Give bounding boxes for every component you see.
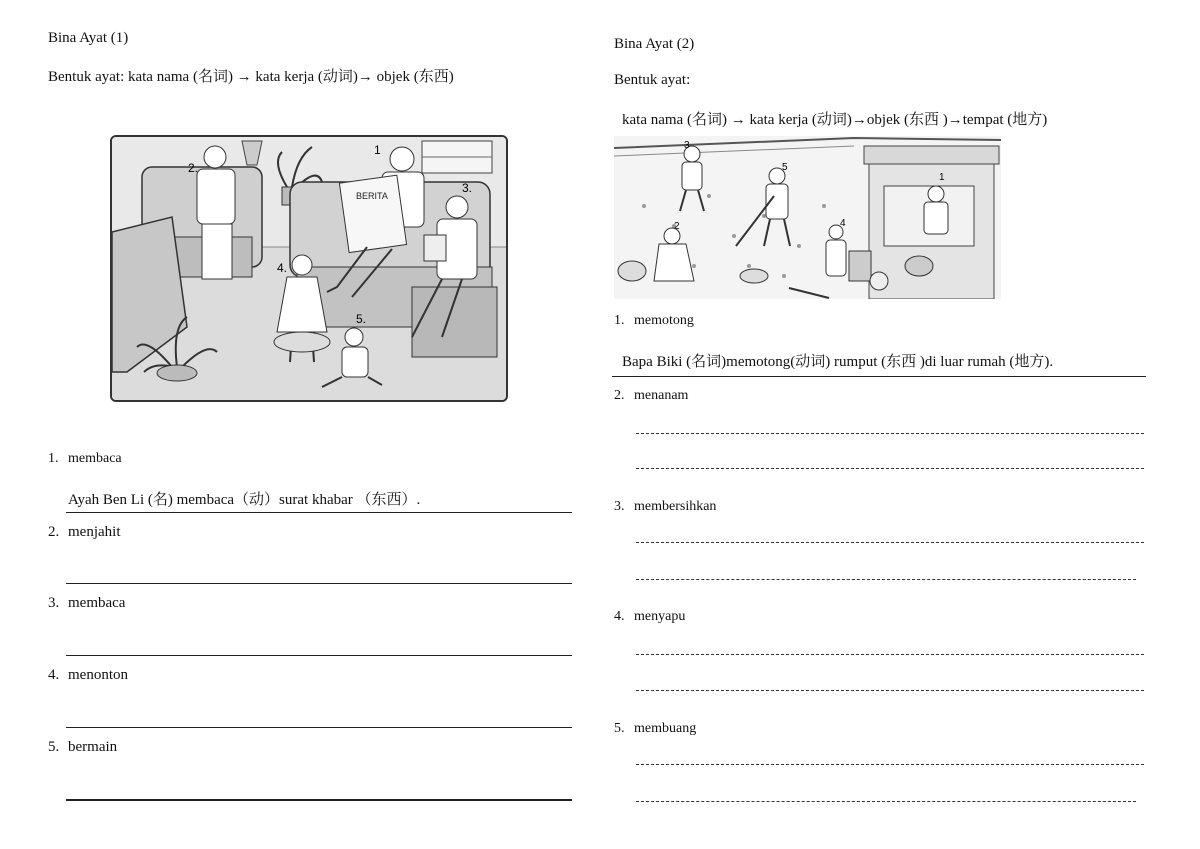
answer-line[interactable] <box>66 727 572 728</box>
question-1-number: 1. <box>48 451 59 466</box>
answer-line[interactable] <box>636 764 1144 765</box>
answer-line[interactable] <box>636 468 1144 469</box>
living-room-drawing <box>112 137 506 400</box>
r-question-2-number: 2. <box>614 388 625 403</box>
question-3-word: membaca <box>68 595 126 611</box>
r-question-1-example: Bapa Biki (名词)memotong(动词) rumput (东西 )di luar rumah (地方). <box>622 354 1054 370</box>
garden-illustration <box>614 136 1001 299</box>
garden-marker-4: 4 <box>840 218 846 229</box>
garden-marker-1: 1 <box>939 172 945 183</box>
r-question-5-number: 5. <box>614 721 625 736</box>
r-question-1-word: memotong <box>634 313 694 328</box>
left-sentence-pattern: Bentuk ayat: kata nama (名词) → kata kerja (动词)→ objek (东西) <box>48 69 454 85</box>
right-pattern-label: Bentuk ayat: <box>614 72 691 88</box>
picture-marker-5: 5. <box>356 312 367 326</box>
question-3-number: 3. <box>48 595 60 611</box>
answer-line[interactable] <box>636 690 1144 691</box>
r-question-5-word: membuang <box>634 721 697 736</box>
question-4-number: 4. <box>48 667 60 683</box>
answer-line[interactable] <box>66 583 572 584</box>
r-question-1-number: 1. <box>614 313 625 328</box>
question-5-word: bermain <box>68 739 118 755</box>
question-5-number: 5. <box>48 739 60 755</box>
question-4-word: menonton <box>68 667 128 683</box>
question-1-example: Ayah Ben Li (名) membaca（动）surat khabar （东西）. <box>68 492 421 508</box>
answer-line[interactable] <box>636 801 1136 802</box>
right-sentence-pattern: kata nama (名词) → kata kerja (动词)→objek (东西 )→tempat (地方) <box>622 112 1048 128</box>
answer-line[interactable] <box>66 799 572 801</box>
r-question-4-number: 4. <box>614 609 625 624</box>
left-title: Bina Ayat (1) <box>48 30 129 46</box>
r-question-2-word: menanam <box>634 388 689 403</box>
garden-marker-5: 5 <box>782 162 788 173</box>
right-title: Bina Ayat (2) <box>614 36 695 52</box>
answer-line <box>66 512 572 513</box>
answer-line[interactable] <box>636 654 1144 655</box>
r-question-4-word: menyapu <box>634 609 686 624</box>
newspaper-title: BERITA <box>356 191 388 201</box>
question-1-word: membaca <box>68 451 122 466</box>
picture-marker-1: 1 <box>374 143 381 157</box>
garden-marker-2: 2 <box>674 221 680 232</box>
answer-line[interactable] <box>636 579 1136 580</box>
picture-marker-3: 3. <box>462 181 473 195</box>
picture-marker-4: 4. <box>277 261 288 275</box>
r-question-3-word: membersihkan <box>634 499 717 514</box>
question-2-number: 2. <box>48 524 60 540</box>
answer-line[interactable] <box>636 433 1144 434</box>
r-question-3-number: 3. <box>614 499 625 514</box>
answer-line <box>612 376 1146 377</box>
garden-drawing <box>614 136 1001 299</box>
picture-marker-2: 2. <box>188 161 199 175</box>
garden-marker-3: 3 <box>684 140 690 151</box>
living-room-illustration <box>110 135 508 402</box>
answer-line[interactable] <box>636 542 1144 543</box>
question-2-word: menjahit <box>68 524 121 540</box>
answer-line[interactable] <box>66 655 572 656</box>
